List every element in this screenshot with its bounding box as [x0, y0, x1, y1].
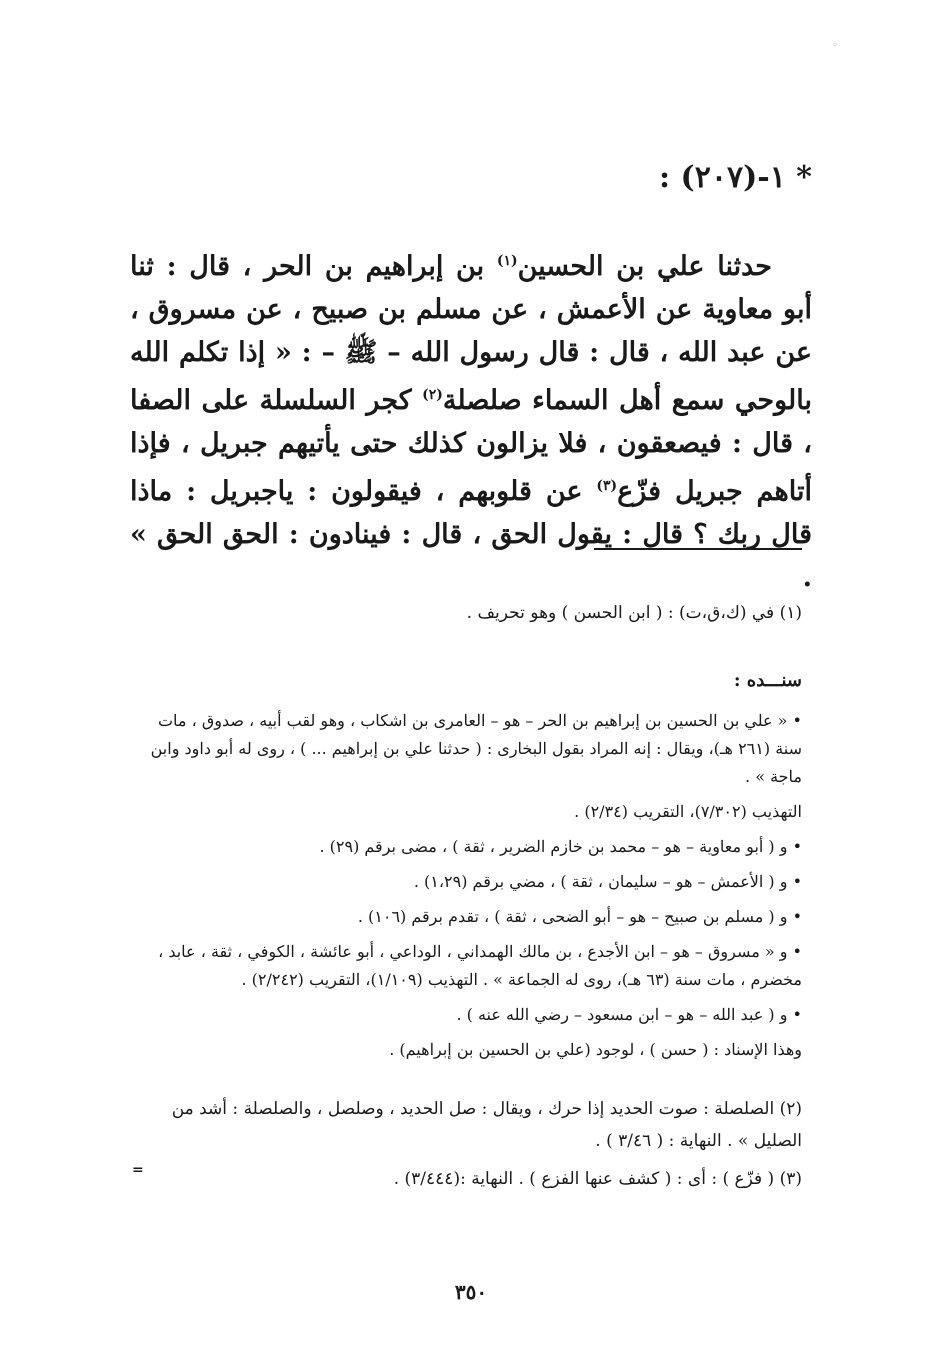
narrator-entry: • « علي بن الحسين بن إبراهيم بن الحر – هو – العامرى بن اشكاب ، وهو لقب أبيه ، صدوق ، مات سنة (٢٦١ هـ)، ويقال : إنه المراد بقول البخارى : ( حدثنا علي بن إبراهيم ... ) ، روى له أبو داود وابن ماجة » . [150, 711, 802, 786]
page-number: ٣٥٠ [454, 1280, 488, 1304]
main-text-part-2: بن إبراهيم بن الحر ، قال : ثنا أبو معاوية عن الأعمش ، عن مسلم بن صبيح ، عن مسروق ، عن عبد الله ، قال : قال رسول الله – ﷺ – : « إذا تكلم الله بالوحي سمع أهل السماء صلصلة [130, 251, 812, 416]
narrator-reference: التهذيب (٧/٣٠٢)، التقريب (٢/٣٤) . [574, 802, 802, 821]
scan-speck: ◦ [832, 40, 838, 51]
footnote-3: (٣) ( فزّع ) : أى : ( كشف عنها الفزع ) . النهاية :(٣/٤٤٤) . [393, 1169, 802, 1189]
footnote-separator [594, 548, 802, 550]
isnad-verdict: وهذا الإسناد : ( حسن ) ، لوجود (علي بن الحسين بن إبراهيم) . [389, 1040, 802, 1059]
narrator-entry: • و « مسروق – هو – ابن الأجدع ، بن مالك الهمداني ، الوداعي ، أبو عائشة ، الكوفي ، ثقة ، عابد ، مخضرم ، مات سنة (٦٣ هـ)، روى له الجماعة » . التهذيب (١/١٠٩)، التقريب (٢/٢٤٢) . [158, 942, 802, 989]
main-text-part-1: حدثنا علي بن الحسين [517, 251, 772, 282]
main-text-part-4: عن قلوبهم ، فيقولون : ياجبريل : ماذا قال ربك ؟ قال : يقول الحق ، قال : فينادون : الحق الحق » . [130, 476, 812, 593]
footnote-2: (٢) الصلصلة : صوت الحديد إذا حرك ، ويقال : صل الحديد ، وصلصل ، والصلصلة : أشد من الصليل » . النهاية : ( ٣/٤٦ ) . [171, 1099, 802, 1151]
main-text-part-3: كجر السلسلة على الصفا ، قال : فيصعقون ، فلا يزالون كذلك حتى يأتيهم جبريل ، فإذا أتاهم جبريل فزّع [130, 385, 812, 507]
narrator-entry: • و ( مسلم بن صبيح – هو – أبو الضحى ، ثقة ) ، تقدم برقم (١٠٦) . [357, 907, 802, 926]
footnote-ref-3: (٣) [596, 478, 618, 494]
hadith-number: * ١-(٢٠٧) : [659, 160, 812, 195]
sanad-heading: سنـــده : [733, 670, 802, 691]
narrator-entry: • و ( أبو معاوية – هو – محمد بن خازم الضرير ، ثقة ) ، مضى برقم (٢٩) . [319, 837, 802, 856]
footnotes [130, 1093, 802, 1201]
footnote-ref-1: (١) [496, 253, 518, 269]
footnote-ref-2: (٢) [422, 387, 443, 403]
narrator-entry: • و ( عبد الله – هو – ابن مسعود – رضي الله عنه ) . [456, 1005, 802, 1024]
narrators-list [130, 707, 802, 1071]
hadith-main-text [130, 240, 812, 599]
footnote-1: (١) في (ك،ق،ت) : ( ابن الحسن ) وهو تحريف . [466, 603, 802, 623]
continuation-mark: = [132, 1162, 144, 1178]
narrator-entry: • و ( الأعمش – هو – سليمان ، ثقة ) ، مضي برقم (١،٢٩) . [413, 872, 802, 891]
